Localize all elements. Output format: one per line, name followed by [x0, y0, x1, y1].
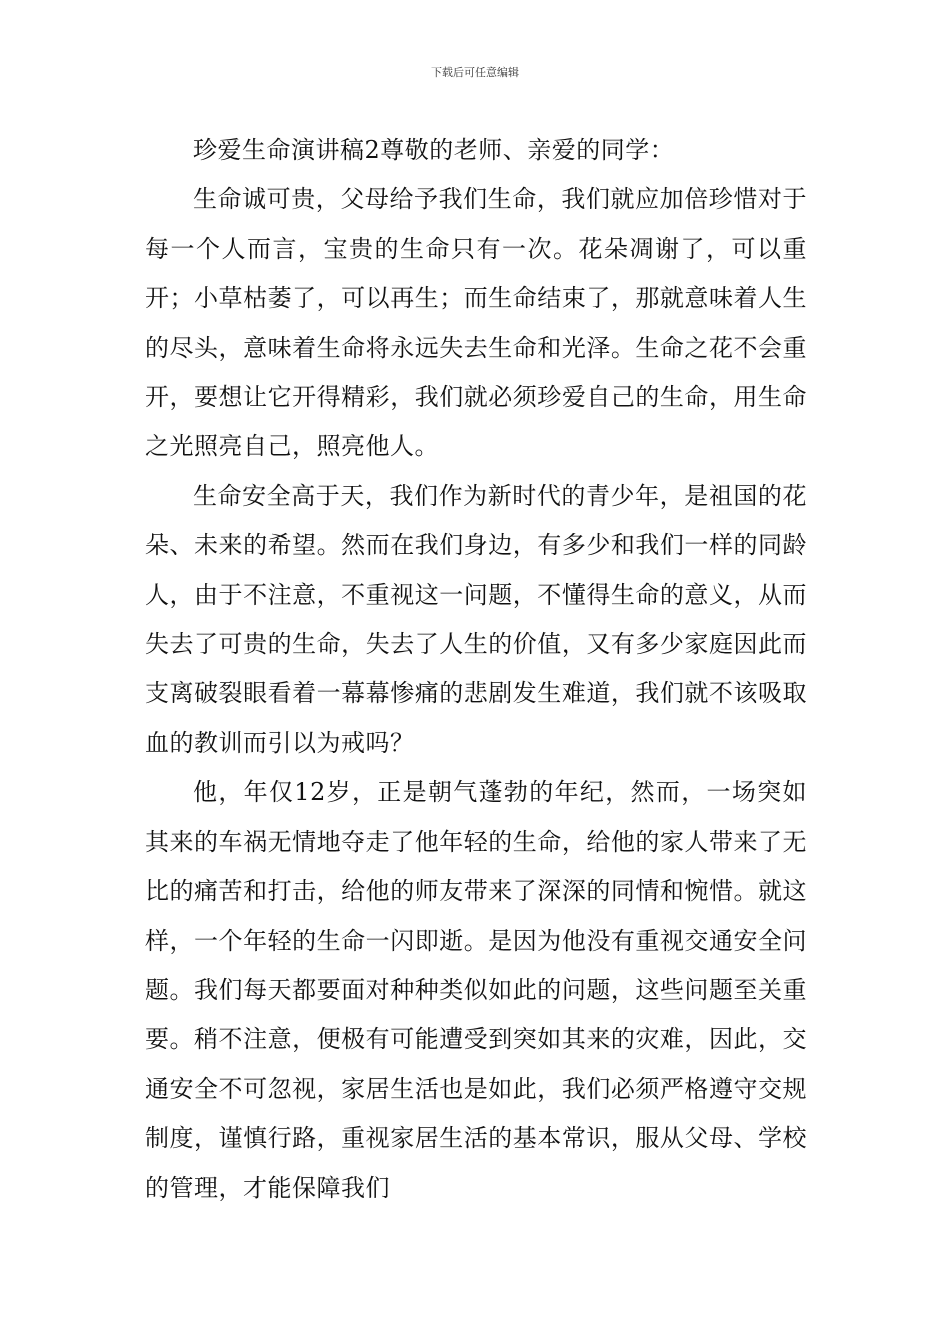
page-header: 下载后可任意编辑	[431, 66, 519, 79]
paragraph-1: 生命诚可贵，父母给予我们生命，我们就应加倍珍惜对于每一个人而言，宝贵的生命只有一次。花朵凋谢了，可以重开；小草枯萎了，可以再生；而生命结束了，那就意味着人生的尽头，意味着生命将永远失去生命和光泽。生命之花不会重开，要想让它开得精彩，我们就必须珍爱自己的生命，用生命之光照亮自己，照亮他人。	[145, 185, 807, 461]
document-body	[145, 126, 807, 1213]
paragraph-2: 生命安全高于天，我们作为新时代的青少年，是祖国的花朵、未来的希望。然而在我们身边，有多少和我们一样的同龄人，由于不注意，不重视这一问题，不懂得生命的意义，从而失去了可贵的生命，失去了人生的价值，又有多少家庭因此而支离破裂眼看着一幕幕惨痛的悲剧发生难道，我们就不该吸取血的教训而引以为戒吗？	[145, 481, 807, 757]
paragraph-title: 珍爱生命演讲稿2尊敬的老师、亲爱的同学：	[193, 136, 675, 164]
paragraph-3: 他，年仅12岁，正是朝气蓬勃的年纪，然而，一场突如其来的车祸无情地夺走了他年轻的生命，给他的家人带来了无比的痛苦和打击，给他的师友带来了深深的同情和惋惜。就这样，一个年轻的生命一闪即逝。是因为他没有重视交通安全问题。我们每天都要面对种种类似如此的问题，这些问题至关重要。稍不注意，便极有可能遭受到突如其来的灾难，因此，交通安全不可忽视，家居生活也是如此，我们必须严格遵守交规制度，谨慎行路，重视家居生活的基本常识，服从父母、学校的管理，才能保障我们	[145, 778, 807, 1202]
